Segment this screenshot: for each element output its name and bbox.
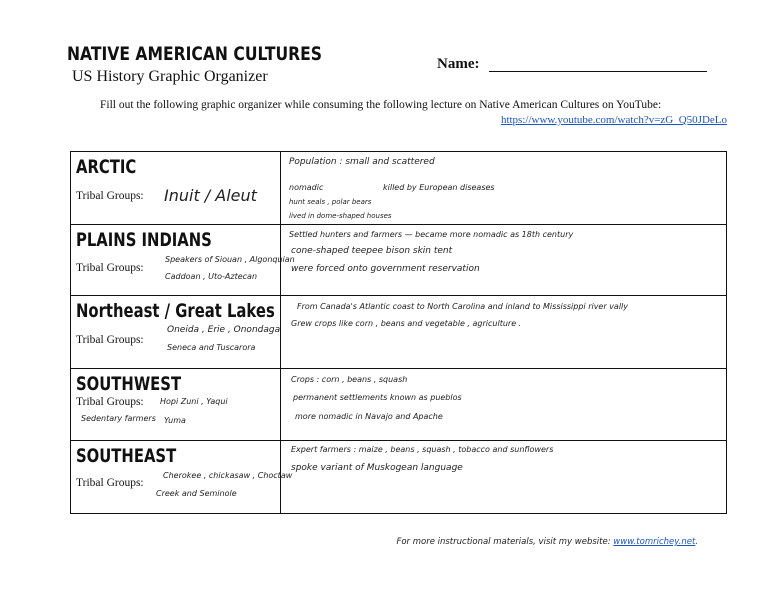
note: cone-shaped teepee bison skin tent [291,246,453,256]
note: nomadic [289,183,324,192]
region-cell [71,296,281,369]
tribal-groups-label: Tribal Groups: [76,262,144,274]
tribal-groups-answer[interactable]: Seneca and Tuscarora [167,343,256,352]
notes-cell[interactable] [281,152,727,225]
graphic-organizer-table [70,151,727,514]
region-name: SOUTHWEST [76,373,182,395]
note: Population : small and scattered [289,157,435,167]
tribal-groups-label: Tribal Groups: [76,396,144,408]
tribal-groups-answer[interactable]: Cherokee , chickasaw , Choctaw [163,471,293,480]
footer-caption: For more instructional materials, visit my website: [396,537,614,547]
region-row-arctic [71,152,727,225]
region-row-southeast [71,441,727,514]
tribal-groups-answer[interactable]: Sedentary farmers [81,414,156,423]
note: From Canada's Atlantic coast to North Carolina and inland to Mississippi river vally [297,302,629,311]
footer-text [396,537,698,547]
tribal-groups-answer[interactable]: Caddoan , Uto-Aztecan [165,272,258,281]
region-name: ARCTIC [76,156,137,178]
note: more nomadic in Navajo and Apache [295,412,443,421]
region-cell [71,225,295,296]
region-cell [71,152,281,225]
website-link[interactable]: www.tomrichey.net [613,537,696,547]
tribal-groups-answer[interactable]: Oneida , Erie , Onondaga [167,325,281,335]
note: Grew crops like corn , beans and vegetable , agriculture . [291,319,522,328]
youtube-link[interactable]: https://www.youtube.com/watch?v=zG_Q50JDeLo [500,114,727,126]
tribal-groups-label: Tribal Groups: [76,477,144,489]
page-title: NATIVE AMERICAN CULTURES [67,43,322,65]
note: Crops : corn , beans , squash [291,375,408,384]
region-name: Northeast / Great Lakes [76,300,275,322]
note: were forced onto government reservation [291,264,480,274]
page-subtitle: US History Graphic Organizer [72,68,268,85]
region-cell [71,369,281,441]
name-field[interactable] [437,56,707,76]
note: spoke variant of Muskogean language [291,463,463,473]
region-row-southwest [71,369,727,441]
tribal-groups-label: Tribal Groups: [76,334,144,346]
name-label: Name: [437,56,480,72]
notes-cell[interactable] [281,296,727,369]
name-line [489,71,707,72]
region-row-plains [71,225,727,296]
footer-period: . [695,537,698,547]
notes-cell[interactable] [281,225,727,296]
note: Expert farmers : maize , beans , squash , tobacco and sunflowers [291,445,554,454]
region-name: SOUTHEAST [76,445,177,467]
note: permanent settlements known as pueblos [293,393,462,402]
tribal-groups-answer[interactable]: Inuit / Aleut [164,186,257,205]
tribal-groups-answer[interactable]: Hopi Zuni , Yaqui [160,397,228,406]
note: hunt seals , polar bears [289,198,372,206]
tribal-groups-answer[interactable]: Creek and Seminole [156,489,237,498]
instructions-text: Fill out the following graphic organizer while consuming the following lecture on Native American Cultures on YouTube: [100,99,662,111]
tribal-groups-answer[interactable]: Yuma [164,416,186,425]
note: Settled hunters and farmers — became more nomadic as 18th century [289,230,574,239]
region-cell [71,441,293,514]
region-row-northeast [71,296,727,369]
tribal-groups-answer[interactable]: Speakers of Siouan , Algonquian [165,255,295,264]
notes-cell[interactable] [281,441,727,514]
region-name: PLAINS INDIANS [76,229,212,251]
notes-cell[interactable] [281,369,727,441]
tribal-groups-label: Tribal Groups: [76,190,144,202]
note: lived in dome-shaped houses [289,212,392,220]
note: killed by European diseases [383,183,495,192]
